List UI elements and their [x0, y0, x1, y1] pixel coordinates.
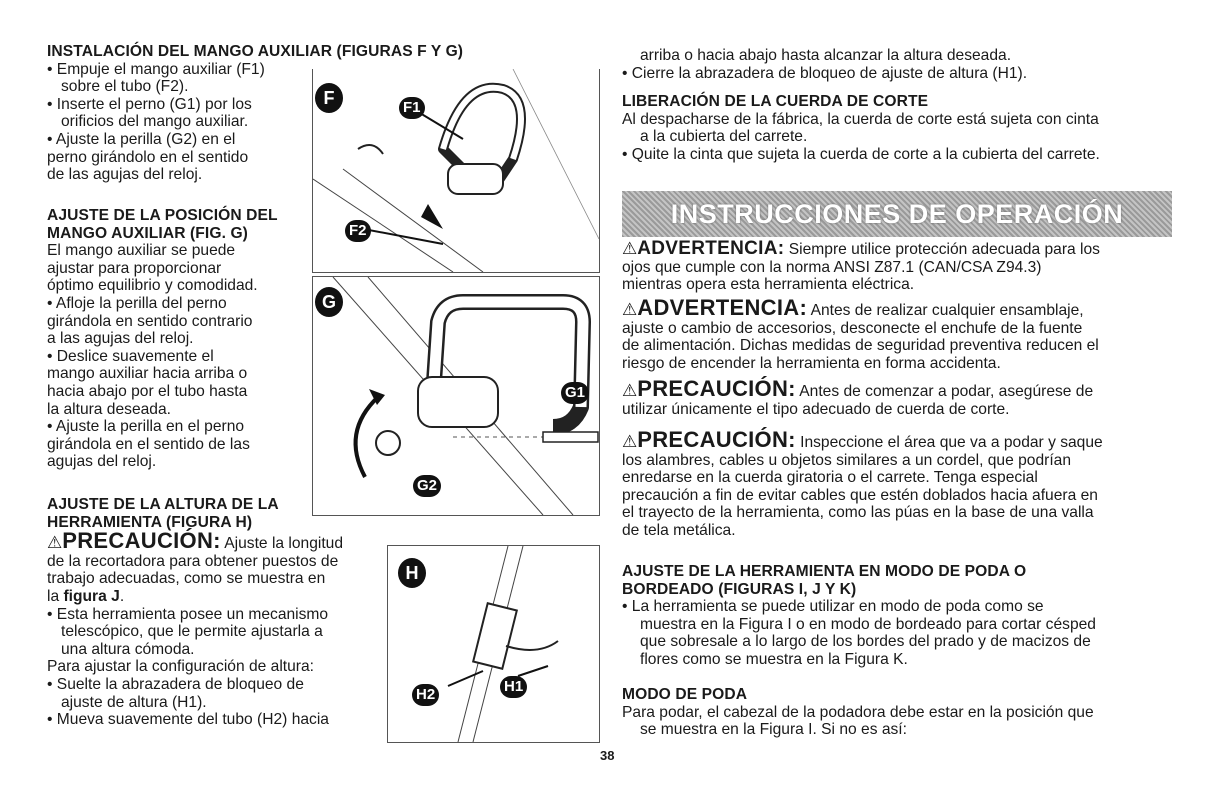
bullet-cont: telescópico, que le permite ajustarla a	[61, 623, 323, 641]
label-f2: F2	[345, 220, 371, 242]
text-line: ajustar para proporcionar	[47, 259, 222, 277]
bullet: • Deslice suavemente el	[47, 347, 214, 365]
text-line: riesgo de encender la herramienta en forma accidenta.	[622, 354, 1001, 372]
operation-instructions-banner: INSTRUCCIONES DE OPERACIÓN	[622, 191, 1172, 237]
bullet: • Mueva suavemente del tubo (H2) hacia	[47, 711, 329, 729]
text-line: a la cubierta del carrete.	[640, 128, 808, 146]
section-title: MODO DE PODA	[622, 686, 748, 703]
section-title: BORDEADO (FIGURAS I, J Y K)	[622, 580, 857, 598]
label-g2: G2	[413, 475, 441, 497]
caution-triangle-icon: ⚠	[622, 432, 638, 451]
text-line: Para ajustar la configuración de altura:	[47, 658, 314, 676]
text-line: se muestra en la Figura I. Si no es así:	[640, 721, 907, 739]
figure-f-badge: F	[315, 83, 343, 113]
label-g1: G1	[561, 382, 589, 404]
text-frag: .	[119, 587, 125, 605]
section-title: HERRAMIENTA (FIGURA H)	[47, 513, 253, 531]
figure-h	[387, 545, 600, 743]
text-line: de la recortadora para obtener puestos de	[47, 552, 339, 570]
text-line: perno girándolo en el sentido	[47, 148, 249, 166]
text-line: de tela metálica.	[622, 521, 736, 539]
bullet: • Quite la cinta que sujeta la cuerda de corte a la cubierta del carrete.	[622, 145, 1100, 163]
caution-line	[622, 427, 1182, 452]
text-line: muestra en la Figura I o en modo de bordeado para cortar césped	[640, 615, 1096, 633]
page-number: 38	[600, 748, 615, 763]
caution-triangle-icon: ⚠	[622, 381, 638, 400]
figure-ref: figura J	[63, 587, 120, 605]
bullet: • Ajuste la perilla (G2) en el	[47, 130, 236, 148]
text-line: agujas del reloj.	[47, 453, 157, 471]
section-title: LIBERACIÓN DE LA CUERDA DE CORTE	[622, 93, 929, 110]
text-line: arriba o hacia abajo hasta alcanzar la altura deseada.	[640, 47, 1012, 64]
section-title: AJUSTE DE LA POSICIÓN DEL	[47, 207, 278, 224]
text-line: de alimentación. Dichas medidas de seguridad preventiva reducen el	[622, 337, 1099, 355]
bullet: • Ajuste la perilla en el perno	[47, 418, 245, 436]
figure-g-illustration	[313, 277, 599, 515]
warning-text: Antes de realizar cualquier ensamblaje,	[810, 302, 1084, 319]
text-line: trabajo adecuadas, como se muestra en	[47, 570, 326, 588]
text-line: la altura deseada.	[47, 400, 171, 418]
text-line	[47, 588, 387, 606]
section-handle-position	[47, 207, 317, 471]
text-line: precaución a fin de evitar cables que estén doblados hacia afuera en	[622, 486, 1098, 504]
bullet: • Inserte el perno (G1) por los	[47, 95, 252, 113]
caution-triangle-icon: ⚠	[47, 533, 63, 553]
warning-1	[622, 240, 1182, 294]
section-title: AJUSTE DE LA ALTURA DE LA	[47, 496, 279, 513]
bullet-cont: ajuste de altura (H1).	[61, 693, 207, 711]
warning-triangle-icon: ⚠	[622, 239, 638, 258]
warning-triangle-icon: ⚠	[622, 300, 638, 319]
text-line: enredarse en la cuerda giratoria o el carrete. Tenga especial	[622, 469, 1038, 487]
text-line: que sobresale a lo largo de los bordes del prado y de macizos de	[640, 633, 1091, 651]
section-continuation	[622, 47, 1182, 82]
text-line: el trayecto de la herramienta, como las púas en la base de una valla	[622, 504, 1094, 522]
warning-word: ADVERTENCIA:	[637, 238, 785, 259]
caution-word: PRECAUCIÓN:	[637, 427, 796, 452]
bullet: • Suelte la abrazadera de bloqueo de	[47, 675, 304, 693]
figure-g-badge: G	[315, 287, 343, 317]
bullet: • La herramienta se puede utilizar en modo de poda como se	[622, 598, 1044, 616]
caution-text: Ajuste la longitud	[224, 535, 344, 553]
text-line: girándola en el sentido de las	[47, 435, 250, 453]
caution-2	[622, 427, 1182, 540]
bullet: • Cierre la abrazadera de bloqueo de ajuste de altura (H1).	[622, 64, 1028, 82]
section-title: INSTALACIÓN DEL MANGO AUXILIAR (FIGURAS F Y G)	[47, 43, 464, 60]
text-line: Al despacharse de la fábrica, la cuerda de corte está sujeta con cinta	[622, 110, 1099, 128]
caution-text: Antes de comenzar a podar, asegúrese de	[799, 383, 1094, 400]
figure-h-badge: H	[398, 558, 426, 588]
text-line: a las agujas del reloj.	[47, 330, 194, 348]
caution-word: PRECAUCIÓN:	[62, 528, 221, 554]
warning-line	[622, 295, 1182, 320]
section-trim-mode	[622, 686, 1182, 739]
label-f1: F1	[399, 97, 425, 119]
bullet: • Afloje la perilla del perno	[47, 294, 227, 312]
caution-word: PRECAUCIÓN:	[637, 376, 796, 401]
figure-f	[312, 69, 600, 273]
section-title: MANGO AUXILIAR (FIG. G)	[47, 224, 248, 242]
bullet-cont: una altura cómoda.	[61, 640, 195, 658]
text-line: ojos que cumple con la norma ANSI Z87.1 (CAN/CSA Z94.3)	[622, 258, 1042, 276]
caution-line	[47, 528, 387, 554]
warning-line	[622, 240, 1182, 259]
text-line: los alambres, cables u objetos similares a un cordel, que podrían	[622, 451, 1071, 469]
text-line: girándola en sentido contrario	[47, 312, 253, 330]
bullet-cont: orificios del mango auxiliar.	[61, 113, 249, 131]
text-line: flores como se muestra en la Figura K.	[640, 650, 908, 668]
warning-2	[622, 295, 1182, 372]
text-line: mango auxiliar hacia arriba o	[47, 365, 248, 383]
caution-text: Inspeccione el área que va a podar y saque	[800, 434, 1103, 451]
text-line: hacia abajo por el tubo hasta	[47, 382, 248, 400]
figure-g	[312, 276, 600, 516]
section-line-release	[622, 93, 1182, 163]
text-line: Para podar, el cabezal de la podadora debe estar en la posición que	[622, 703, 1094, 721]
section-tool-height	[47, 496, 387, 729]
warning-word: ADVERTENCIA:	[637, 295, 808, 320]
caution-line	[622, 376, 1182, 401]
text-line: ajuste o cambio de accesorios, desconecte el enchufe de la fuente	[622, 319, 1083, 337]
text-line: mientras opera esta herramienta eléctrica.	[622, 276, 915, 294]
text-line: El mango auxiliar se puede	[47, 242, 236, 260]
text-line: utilizar únicamente el tipo adecuado de cuerda de corte.	[622, 400, 1010, 418]
text-line: óptimo equilibrio y comodidad.	[47, 277, 258, 295]
bullet: • Empuje el mango auxiliar (F1)	[47, 60, 265, 78]
label-h1: H1	[500, 676, 527, 698]
label-h2: H2	[412, 684, 439, 706]
bullet: • Esta herramienta posee un mecanismo	[47, 605, 329, 623]
caution-1	[622, 376, 1182, 418]
text-frag: la	[47, 587, 60, 605]
bullet-cont: sobre el tubo (F2).	[61, 78, 189, 96]
section-trim-edge-mode	[622, 563, 1182, 669]
section-title: AJUSTE DE LA HERRAMIENTA EN MODO DE PODA O	[622, 563, 1027, 580]
text-line: de las agujas del reloj.	[47, 166, 203, 184]
warning-text: Siempre utilice protección adecuada para los	[788, 241, 1100, 258]
